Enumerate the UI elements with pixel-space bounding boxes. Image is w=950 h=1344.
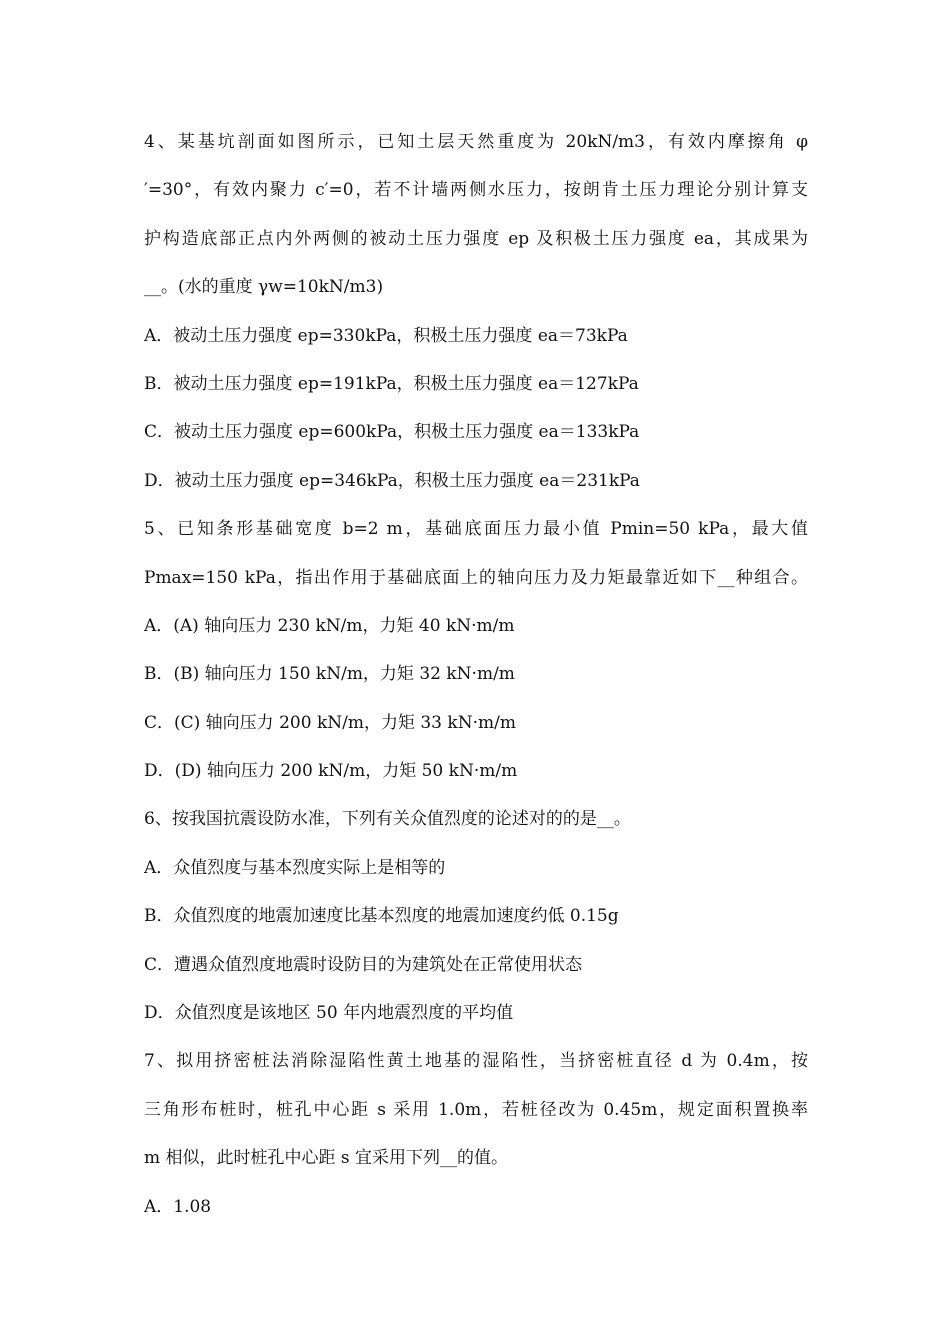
q4-text-line-3: 护构造底部正点内外两侧的被动土压力强度 ep 及积极土压力强度 ea，其成果为 bbox=[144, 228, 808, 249]
q6-option-c: C．遭遇众值烈度地震时设防目的为建筑处在正常使用状态 bbox=[144, 954, 583, 975]
q7-text-line-2: 三角形布桩时，桩孔中心距 s 采用 1.0m，若桩径改为 0.45m，规定面积置换率 bbox=[144, 1099, 808, 1120]
q5-option-b: B．(B) 轴向压力 150 kN/m，力矩 32 kN·m/m bbox=[144, 664, 515, 685]
q4-option-d: D．被动土压力强度 ep=346kPa，积极土压力强度 ea＝231kPa bbox=[144, 470, 640, 491]
q6-option-b: B．众值烈度的地震加速度比基本烈度的地震加速度约低 0.15g bbox=[144, 906, 619, 927]
q5-option-c: C．(C) 轴向压力 200 kN/m，力矩 33 kN·m/m bbox=[144, 712, 516, 733]
q4-option-c: C．被动土压力强度 ep=600kPa，积极土压力强度 ea＝133kPa bbox=[144, 422, 640, 443]
q4-text-line-4: __。(水的重度 γw=10kN/m3) bbox=[144, 277, 384, 298]
q4-text-line-1: 4、某基坑剖面如图所示，已知土层天然重度为 20kN/m3，有效内摩擦角 φ bbox=[144, 132, 808, 152]
document-body bbox=[144, 118, 808, 1231]
q4-text-line-2: ′=30°，有效内聚力 c′=0，若不计墙两侧水压力，按朗肯土压力理论分别计算支 bbox=[144, 180, 808, 201]
q6-option-a: A．众值烈度与基本烈度实际上是相等的 bbox=[144, 857, 446, 878]
q5-text-line-2: Pmax=150 kPa，指出作用于基础底面上的轴向压力及力矩最靠近如下__种组合。 bbox=[144, 567, 808, 588]
q5-option-d: D．(D) 轴向压力 200 kN/m，力矩 50 kN·m/m bbox=[144, 761, 518, 782]
q7-option-a: A．1.08 bbox=[144, 1196, 212, 1217]
q5-option-a: A．(A) 轴向压力 230 kN/m，力矩 40 kN·m/m bbox=[144, 615, 515, 636]
q7-text-line-3: m 相似，此时桩孔中心距 s 宜采用下列__的值。 bbox=[144, 1148, 509, 1169]
q7-text-line-1: 7、拟用挤密桩法消除湿陷性黄土地基的湿陷性，当挤密桩直径 d 为 0.4m，按 bbox=[144, 1051, 808, 1072]
q4-option-a: A．被动土压力强度 ep=330kPa，积极土压力强度 ea＝73kPa bbox=[144, 325, 628, 346]
q6-option-d: D．众值烈度是该地区 50 年内地震烈度的平均值 bbox=[144, 1003, 514, 1024]
q4-option-b: B．被动土压力强度 ep=191kPa，积极土压力强度 ea＝127kPa bbox=[144, 373, 639, 394]
q5-text-line-1: 5、已知条形基础宽度 b=2 m，基础底面压力最小值 Pmin=50 kPa，最大值 bbox=[144, 519, 808, 540]
q6-text-line-1: 6、按我国抗震设防水准，下列有关众值烈度的论述对的的是__。 bbox=[144, 809, 631, 830]
